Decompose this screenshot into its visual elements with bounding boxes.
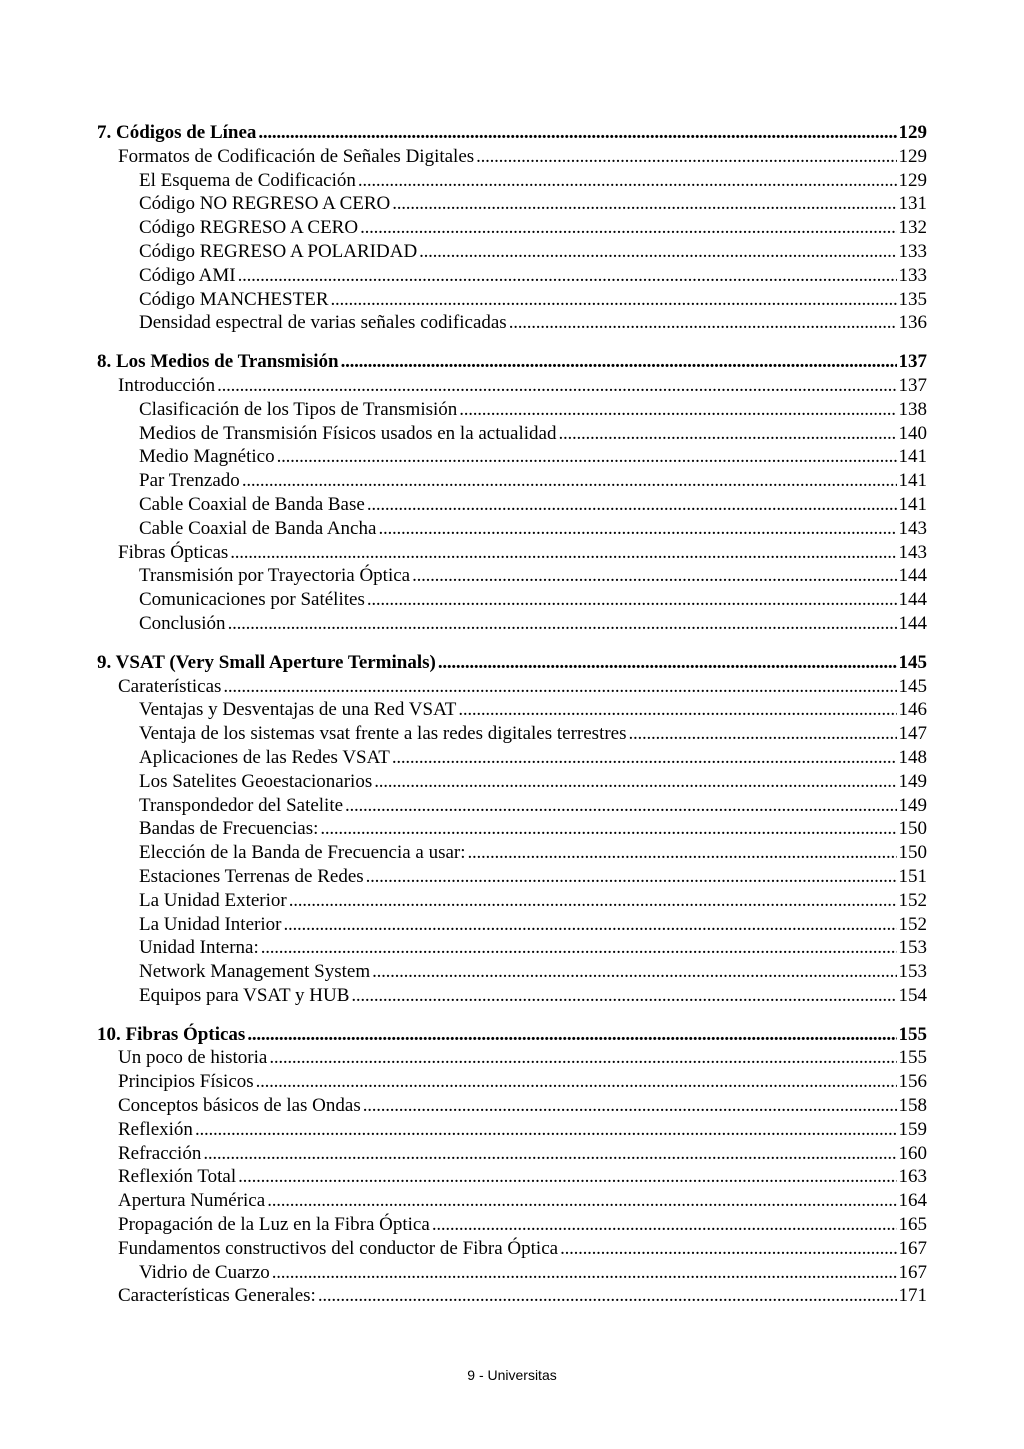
dot-leader — [230, 541, 896, 565]
dot-leader — [238, 1165, 896, 1189]
toc-entry[interactable] — [97, 145, 927, 169]
toc-entry-page-number: 138 — [898, 398, 927, 420]
dot-leader — [367, 588, 897, 612]
toc-entry-page-number: 153 — [898, 961, 927, 983]
toc-entry-page-number: 141 — [898, 470, 927, 492]
dot-leader — [458, 698, 896, 722]
toc-entry[interactable] — [97, 374, 927, 398]
toc-entry-page-number: 167 — [898, 1261, 927, 1283]
toc-entry[interactable] — [97, 889, 927, 913]
toc-entry-title: Medios de Transmisión Físicos usados en la actualidad — [139, 422, 557, 444]
dot-leader — [341, 350, 897, 374]
toc-entry[interactable] — [97, 422, 927, 446]
dot-leader — [351, 984, 896, 1008]
dot-leader — [267, 1189, 896, 1213]
toc-entry-page-number: 164 — [898, 1190, 927, 1212]
toc-entry-title: Características Generales: — [118, 1285, 316, 1307]
toc-entry-title: Elección de la Banda de Frecuencia a usar: — [139, 842, 466, 864]
toc-entry[interactable] — [97, 517, 927, 541]
toc-entry-title: Ventaja de los sistemas vsat frente a las redes digitales terrestres — [139, 723, 627, 745]
toc-entry-page-number: 144 — [898, 612, 927, 634]
toc-entry-title: Fibras Ópticas — [118, 541, 229, 563]
toc-entry-page-number: 153 — [898, 937, 927, 959]
dot-leader — [629, 722, 897, 746]
dot-leader — [217, 374, 896, 398]
toc-entry-title: Reflexión Total — [118, 1166, 237, 1188]
dot-leader — [331, 288, 897, 312]
toc-entry-title: Introducción — [118, 374, 216, 396]
dot-leader — [318, 1284, 897, 1308]
toc-entry-page-number: 147 — [898, 723, 927, 745]
toc-entry[interactable] — [97, 817, 927, 841]
toc-entry[interactable] — [97, 1142, 927, 1166]
toc-entry-page-number: 141 — [898, 493, 927, 515]
toc-entry-title: Medio Magnético — [139, 446, 275, 468]
toc-entry[interactable] — [97, 1094, 927, 1118]
toc-entry-title: Comunicaciones por Satélites — [139, 589, 365, 611]
toc-entry-page-number: 145 — [898, 651, 927, 673]
dot-leader — [367, 493, 897, 517]
toc-entry[interactable] — [97, 264, 927, 288]
dot-leader — [345, 794, 896, 818]
toc-entry[interactable] — [97, 1118, 927, 1142]
toc-section — [97, 121, 927, 335]
dot-leader — [560, 1237, 896, 1261]
toc-entry-title: Reflexión — [118, 1118, 193, 1140]
toc-entry[interactable] — [97, 1189, 927, 1213]
toc-entry[interactable] — [97, 588, 927, 612]
toc-entry-title: Caraterísticas — [118, 675, 222, 697]
toc-entry[interactable] — [97, 1165, 927, 1189]
dot-leader — [363, 1094, 897, 1118]
toc-entry-title: Densidad espectral de varias señales codificadas — [139, 312, 507, 334]
toc-entry-page-number: 137 — [898, 374, 927, 396]
toc-entry-page-number: 143 — [898, 541, 927, 563]
dot-leader — [247, 1023, 896, 1047]
toc-entry-title: Ventajas y Desventajas de una Red VSAT — [139, 699, 457, 721]
toc-chapter-entry[interactable] — [97, 350, 927, 374]
dot-leader — [468, 841, 897, 865]
toc-entry-title: Transpondedor del Satelite — [139, 794, 344, 816]
toc-entry-title: 10. Fibras Ópticas — [97, 1023, 246, 1045]
toc-chapter-entry[interactable] — [97, 651, 927, 675]
toc-entry-title: Código AMI — [139, 264, 236, 286]
toc-entry-title: Unidad Interna: — [139, 937, 259, 959]
dot-leader — [378, 517, 896, 541]
toc-section — [97, 651, 927, 1008]
dot-leader — [195, 1118, 897, 1142]
toc-entry-title: Par Trenzado — [139, 470, 240, 492]
toc-entry-title: Los Satelites Geoestacionarios — [139, 770, 373, 792]
toc-section — [97, 350, 927, 636]
dot-leader — [438, 651, 897, 675]
toc-entry[interactable] — [97, 564, 927, 588]
toc-entry-page-number: 156 — [898, 1071, 927, 1093]
toc-entry[interactable] — [97, 984, 927, 1008]
toc-entry-title: Propagación de la Luz en la Fibra Óptica — [118, 1214, 430, 1236]
table-of-contents — [97, 121, 927, 1323]
toc-entry-title: Código MANCHESTER — [139, 288, 329, 310]
toc-entry-page-number: 132 — [898, 217, 927, 239]
toc-entry[interactable] — [97, 1237, 927, 1261]
toc-entry[interactable] — [97, 960, 927, 984]
toc-entry-page-number: 158 — [898, 1095, 927, 1117]
dot-leader — [558, 422, 896, 446]
toc-entry-title: Network Management System — [139, 961, 371, 983]
toc-entry[interactable] — [97, 445, 927, 469]
toc-entry-title: Conceptos básicos de las Ondas — [118, 1095, 361, 1117]
dot-leader — [459, 398, 896, 422]
toc-entry-page-number: 146 — [898, 699, 927, 721]
toc-entry-title: Conclusión — [139, 612, 226, 634]
dot-leader — [261, 936, 897, 960]
toc-entry-title: Clasificación de los Tipos de Transmisión — [139, 398, 458, 420]
dot-leader — [258, 121, 896, 145]
toc-entry[interactable] — [97, 1261, 927, 1285]
dot-leader — [392, 746, 897, 770]
dot-leader — [412, 564, 896, 588]
dot-leader — [432, 1213, 897, 1237]
toc-entry-page-number: 155 — [898, 1047, 927, 1069]
toc-entry-page-number: 163 — [898, 1166, 927, 1188]
toc-entry[interactable] — [97, 493, 927, 517]
toc-entry-page-number: 150 — [898, 842, 927, 864]
toc-entry[interactable] — [97, 1213, 927, 1237]
toc-entry-page-number: 160 — [898, 1142, 927, 1164]
toc-chapter-entry[interactable] — [97, 1023, 927, 1047]
toc-entry-page-number: 137 — [898, 351, 927, 373]
dot-leader — [283, 913, 896, 937]
dot-leader — [366, 865, 897, 889]
toc-entry-page-number: 171 — [898, 1285, 927, 1307]
toc-entry[interactable] — [97, 216, 927, 240]
toc-entry[interactable] — [97, 1046, 927, 1070]
toc-entry-title: Fundamentos constructivos del conductor de Fibra Óptica — [118, 1237, 559, 1259]
toc-entry[interactable] — [97, 612, 927, 636]
toc-entry-page-number: 129 — [898, 122, 927, 143]
toc-entry-page-number: 144 — [898, 565, 927, 587]
toc-entry-page-number: 133 — [898, 264, 927, 286]
dot-leader — [360, 216, 896, 240]
dot-leader — [242, 469, 897, 493]
dot-leader — [320, 817, 896, 841]
toc-entry[interactable] — [97, 746, 927, 770]
toc-entry-page-number: 155 — [898, 1023, 927, 1045]
dot-leader — [228, 612, 897, 636]
toc-entry-page-number: 144 — [898, 589, 927, 611]
dot-leader — [272, 1261, 897, 1285]
dot-leader — [269, 1046, 896, 1070]
toc-entry-title: Vidrio de Cuarzo — [139, 1261, 270, 1283]
dot-leader — [256, 1070, 897, 1094]
toc-entry-page-number: 135 — [898, 288, 927, 310]
toc-entry-page-number: 154 — [898, 984, 927, 1006]
toc-entry[interactable] — [97, 398, 927, 422]
toc-entry-page-number: 152 — [898, 913, 927, 935]
toc-entry-page-number: 145 — [898, 675, 927, 697]
toc-entry-title: Apertura Numérica — [118, 1190, 266, 1212]
toc-entry-title: El Esquema de Codificación — [139, 169, 356, 191]
toc-entry-page-number: 143 — [898, 517, 927, 539]
dot-leader — [223, 675, 896, 699]
toc-entry-title: Refracción — [118, 1142, 202, 1164]
toc-entry-title: Transmisión por Trayectoria Óptica — [139, 565, 411, 587]
dot-leader — [372, 960, 896, 984]
toc-entry-page-number: 133 — [898, 240, 927, 262]
toc-entry-title: La Unidad Interior — [139, 913, 282, 935]
toc-entry[interactable] — [97, 469, 927, 493]
toc-entry-page-number: 131 — [898, 193, 927, 215]
toc-entry-title: Aplicaciones de las Redes VSAT — [139, 746, 390, 768]
toc-entry[interactable] — [97, 169, 927, 193]
dot-leader — [392, 192, 896, 216]
toc-entry[interactable] — [97, 1070, 927, 1094]
toc-entry-title: Cable Coaxial de Banda Ancha — [139, 517, 377, 539]
toc-entry-page-number: 165 — [898, 1214, 927, 1236]
toc-entry-title: 8. Los Medios de Transmisión — [97, 351, 339, 373]
toc-entry-page-number: 129 — [898, 145, 927, 167]
toc-entry[interactable] — [97, 675, 927, 699]
toc-entry[interactable] — [97, 770, 927, 794]
toc-entry[interactable] — [97, 541, 927, 565]
toc-entry-title: Bandas de Frecuencias: — [139, 818, 319, 840]
toc-entry[interactable] — [97, 722, 927, 746]
toc-entry-title: Estaciones Terrenas de Redes — [139, 865, 364, 887]
toc-entry[interactable] — [97, 865, 927, 889]
dot-leader — [358, 169, 897, 193]
toc-entry-title: 7. Códigos de Línea — [97, 122, 257, 143]
toc-entry[interactable] — [97, 913, 927, 937]
page-footer: 9 - Universitas — [467, 1367, 557, 1383]
toc-entry-title: 9. VSAT (Very Small Aperture Terminals) — [97, 651, 436, 673]
toc-entry[interactable] — [97, 1284, 927, 1308]
dot-leader — [476, 145, 896, 169]
toc-entry-title: Código NO REGRESO A CERO — [139, 193, 391, 215]
toc-entry[interactable] — [97, 288, 927, 312]
toc-entry[interactable] — [97, 841, 927, 865]
toc-entry-page-number: 159 — [898, 1118, 927, 1140]
toc-entry-title: Principios Físicos — [118, 1071, 254, 1093]
toc-entry-title: Formatos de Codificación de Señales Digitales — [118, 145, 475, 167]
toc-entry-page-number: 140 — [898, 422, 927, 444]
dot-leader — [203, 1142, 896, 1166]
toc-entry-title: La Unidad Exterior — [139, 889, 287, 911]
toc-entry[interactable] — [97, 698, 927, 722]
dot-leader — [289, 889, 897, 913]
toc-entry[interactable] — [97, 240, 927, 264]
toc-entry-title: Equipos para VSAT y HUB — [139, 984, 350, 1006]
toc-section — [97, 1023, 927, 1309]
toc-entry-page-number: 151 — [898, 865, 927, 887]
toc-entry[interactable] — [97, 936, 927, 960]
toc-entry-page-number: 148 — [898, 746, 927, 768]
dot-leader — [419, 240, 896, 264]
toc-entry[interactable] — [97, 311, 927, 335]
toc-entry-page-number: 129 — [898, 169, 927, 191]
dot-leader — [509, 311, 897, 335]
toc-entry-page-number: 152 — [898, 889, 927, 911]
toc-entry-page-number: 167 — [898, 1237, 927, 1259]
toc-entry-page-number: 149 — [898, 794, 927, 816]
toc-entry[interactable] — [97, 794, 927, 818]
toc-entry-page-number: 149 — [898, 770, 927, 792]
toc-entry-title: Cable Coaxial de Banda Base — [139, 493, 365, 515]
toc-entry-title: Código REGRESO A POLARIDAD — [139, 240, 418, 262]
toc-entry-page-number: 141 — [898, 446, 927, 468]
toc-entry-page-number: 136 — [898, 312, 927, 334]
toc-chapter-entry[interactable] — [97, 121, 927, 145]
toc-entry-page-number: 150 — [898, 818, 927, 840]
toc-entry[interactable] — [97, 192, 927, 216]
toc-entry-title: Un poco de historia — [118, 1047, 268, 1069]
dot-leader — [277, 445, 897, 469]
dot-leader — [238, 264, 897, 288]
dot-leader — [374, 770, 896, 794]
toc-entry-title: Código REGRESO A CERO — [139, 217, 359, 239]
